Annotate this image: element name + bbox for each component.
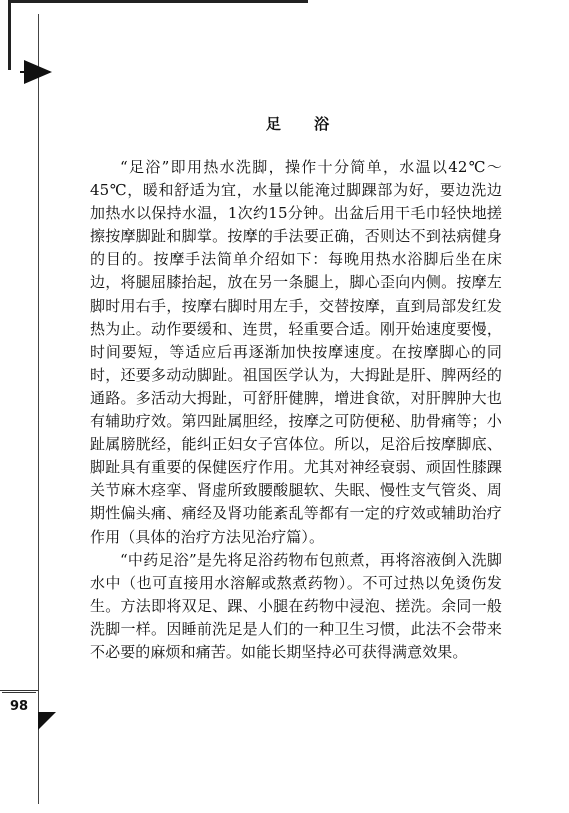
bottom-margin-triangle-icon bbox=[38, 712, 56, 730]
scan-edge-top bbox=[8, 0, 308, 3]
top-margin-bar bbox=[20, 71, 50, 73]
page-number-rule bbox=[0, 690, 38, 691]
paragraph-herbal-foot-bath: “中药足浴”是先将足浴药物布包煎煮，再将溶液倒入洗脚水中（也可直接用水溶解或熬煮药物）。不可过热以免烫伤发生。方法即将双足、踝、小腿在药物中浸泡、搓洗。余同一般洗脚一样。因睡前洗足是人们的一种卫生习惯，此法不会带来不必要的麻烦和痛苦。如能长期坚持必可获得满意效果。 bbox=[90, 550, 502, 661]
body-text bbox=[90, 156, 502, 664]
scan-edge-left bbox=[8, 0, 11, 70]
paragraph-foot-bath: “足浴”即用热水洗脚，操作十分简单，水温以42℃～45℃，暖和舒适为宜，水量以能淹过脚踝部为好，要边洗边加热水以保持水温，1次约15分钟。出盆后用干毛巾轻快地搓擦按摩脚趾和脚掌。按摩的手法要正确，否则达不到祛病健身的目的。按摩手法简单介绍如下：每晚用热水浴脚后坐在床边，将腿屈膝抬起，放在另一条腿上，脚心歪向内侧。按摩左脚时用右手，按摩右脚时用左手，交替按摩，直到局部发红发热为止。动作要缓和、连贯，轻重要合适。刚开始速度要慢，时间要短，等适应后再逐渐加快按摩速度。在按摩脚心的同时，还要多动动脚趾。祖国医学认为，大拇趾是肝、脾两经的通路。多活动大拇趾，可舒肝健脾，增进食欲，对肝脾肿大也有辅助疗效。第四趾属胆经，按摩之可防便秘、肋骨痛等；小趾属膀胱经，能纠正妇女子宫体位。所以，足浴后按摩脚底、脚趾具有重要的保健医疗作用。尤其对神经衰弱、顽固性膝踝关节麻木痉挛、肾虚所致腰酸腿软、失眠、慢性支气管炎、周期性偏头痛、痛经及肾功能紊乱等都有一定的疗效或辅助治疗作用（具体的治疗方法见治疗篇）。 bbox=[90, 158, 502, 546]
page-number: 98 bbox=[2, 692, 36, 714]
section-title: 足 浴 bbox=[265, 115, 344, 133]
margin-rule bbox=[38, 14, 39, 804]
